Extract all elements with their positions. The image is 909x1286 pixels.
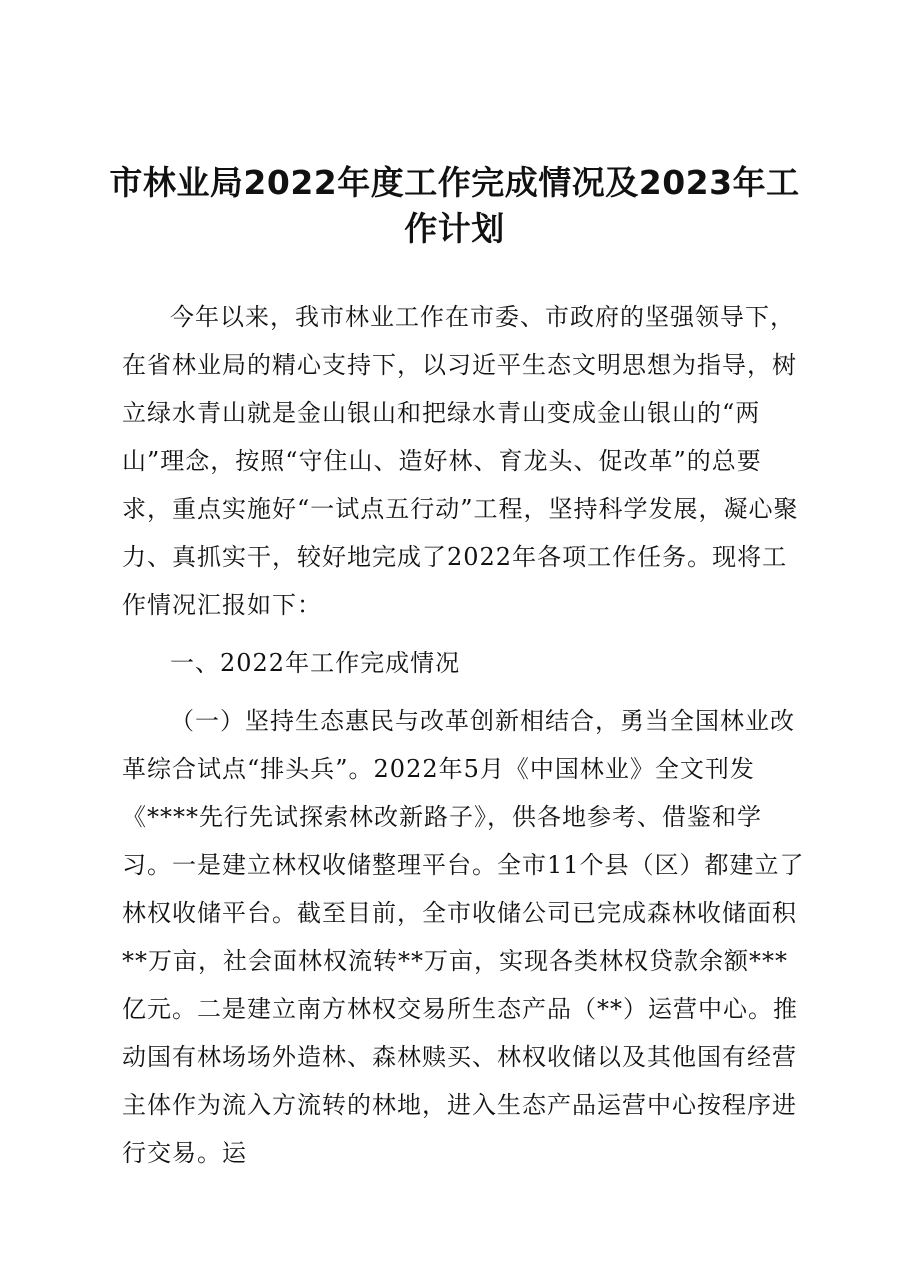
subsection-paragraph-1: （一）坚持生态惠民与改革创新相结合，勇当全国林业改革综合试点“排头兵”。2022年5月《中国林业》全文刊发《****先行先试探索林改新路子》，供各地参考、借鉴和学习。一是建立林权收储整理平台。全市11个县（区）都建立了林权收储平台。截至目前，全市收储公司已完成森林收储面积**万亩，社会面林权流转**万亩，实现各类林权贷款余额***亿元。二是建立南方林权交易所生态产品（**）运营中心。推动国有林场场外造林、森林赎买、林权收储以及其他国有经营主体作为流入方流转的林地，进入生态产品运营中心按程序进行交易。运 — [122, 707, 805, 1167]
document-title — [90, 160, 819, 252]
document-title-line-1: 市林业局2022年度工作完成情况及2023年工 — [109, 163, 800, 202]
document-body — [122, 293, 807, 1187]
intro-paragraph: 今年以来，我市林业工作在市委、市政府的坚强领导下，在省林业局的精心支持下，以习近平生态文明思想为指导，树立绿水青山就是金山银山和把绿水青山变成金山银山的“两山”理念，按照“守住山、造好林、育龙头、促改革”的总要求，重点实施好“一试点五行动”工程，坚持科学发展，凝心聚力、真抓实干，较好地完成了2022年各项工作任务。现将工作情况汇报如下： — [122, 303, 799, 619]
document-title-line-2: 作计划 — [404, 209, 505, 248]
section-heading-1: 一、2022年工作完成情况 — [170, 649, 461, 677]
